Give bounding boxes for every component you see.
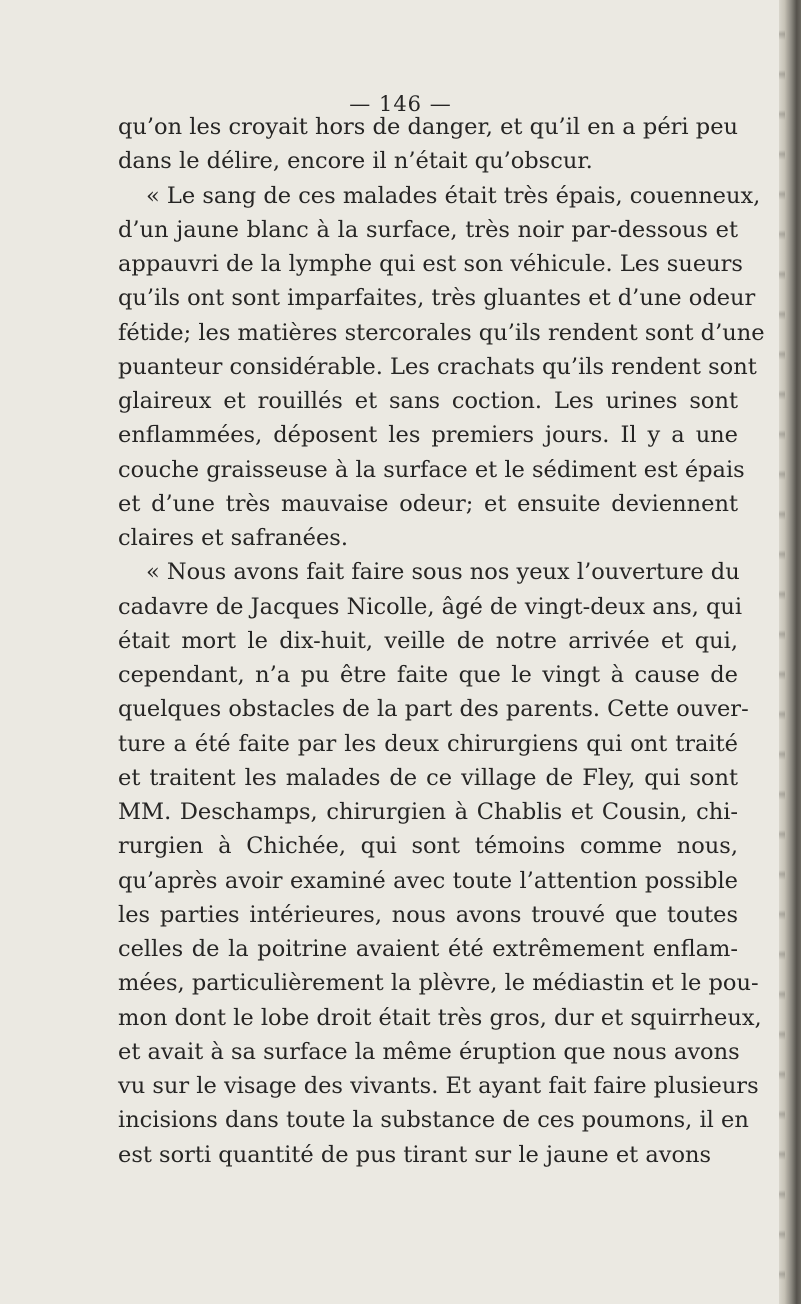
text-line: et d’une très mauvaise odeur; et ensuite deviennent	[118, 490, 738, 517]
text-line: glaireux et rouillés et sans coction. Les urines sont	[118, 388, 738, 414]
text-line: celles de la poitrine avaient été extrêmement enflam-	[118, 936, 738, 962]
text-line: cadavre de Jacques Nicolle, âgé de vingt-deux ans, qui	[118, 593, 743, 620]
page-edge-shadow	[779, 0, 801, 1304]
text-line: qu’on les croyait hors de danger, et qu’il en a péri peu	[118, 114, 738, 140]
text-line: mon dont le lobe droit était très gros, dur et squirrheux,	[118, 1004, 762, 1031]
text-line: vu sur le visage des vivants. Et ayant fait faire plusieurs	[118, 1073, 759, 1099]
text-line: qu’ils ont sont imparfaites, très gluantes et d’une odeur	[118, 285, 756, 312]
page-number: — 146 —	[349, 92, 452, 116]
text-line: cependant, n’a pu être faite que le vingt à cause de	[118, 662, 738, 688]
text-line: « Nous avons fait faire sous nos yeux l’ouverture du	[146, 559, 740, 586]
text-line: ture a été faite par les deux chirurgiens qui ont traité	[118, 730, 738, 757]
text-line: « Le sang de ces malades était très épais, couenneux,	[146, 182, 761, 209]
body-text	[118, 110, 765, 1172]
text-line: couche graisseuse à la surface et le sédiment est épais	[118, 456, 745, 483]
text-line: appauvri de la lymphe qui est son véhicule. Les sueurs	[118, 251, 743, 277]
text-line: les parties intérieures, nous avons trouvé que toutes	[118, 901, 738, 928]
text-line: enflammées, déposent les premiers jours. Il y a une	[118, 422, 738, 449]
text-line: mées, particulièrement la plèvre, le médiastin et le pou-	[118, 970, 759, 997]
text-line: quelques obstacles de la part des parents. Cette ouver-	[118, 696, 749, 723]
text-line: MM. Deschamps, chirurgien à Chablis et Cousin, chi-	[118, 799, 738, 825]
text-line: est sorti quantité de pus tirant sur le jaune et avons	[118, 1141, 712, 1168]
text-line: puanteur considérable. Les crachats qu’ils rendent sont	[118, 353, 757, 380]
text-line: claires et safranées.	[118, 525, 348, 551]
text-line: était mort le dix-huit, veille de notre arrivée et qui,	[118, 627, 738, 654]
text-line: et traitent les malades de ce village de Fley, qui sont	[118, 764, 738, 791]
text-line: et avait à sa surface la même éruption que nous avons	[118, 1038, 740, 1065]
text-line: rurgien à Chichée, qui sont témoins comme nous,	[118, 833, 738, 860]
text-line: d’un jaune blanc à la surface, très noir par-dessous et	[118, 216, 738, 243]
text-line: dans le délire, encore il n’était qu’obscur.	[118, 148, 593, 175]
text-line: qu’après avoir examiné avec toute l’attention possible	[118, 867, 738, 894]
text-line: fétide; les matières stercorales qu’ils rendent sont d’une	[118, 319, 765, 346]
text-line: incisions dans toute la substance de ces poumons, il en	[118, 1107, 749, 1134]
